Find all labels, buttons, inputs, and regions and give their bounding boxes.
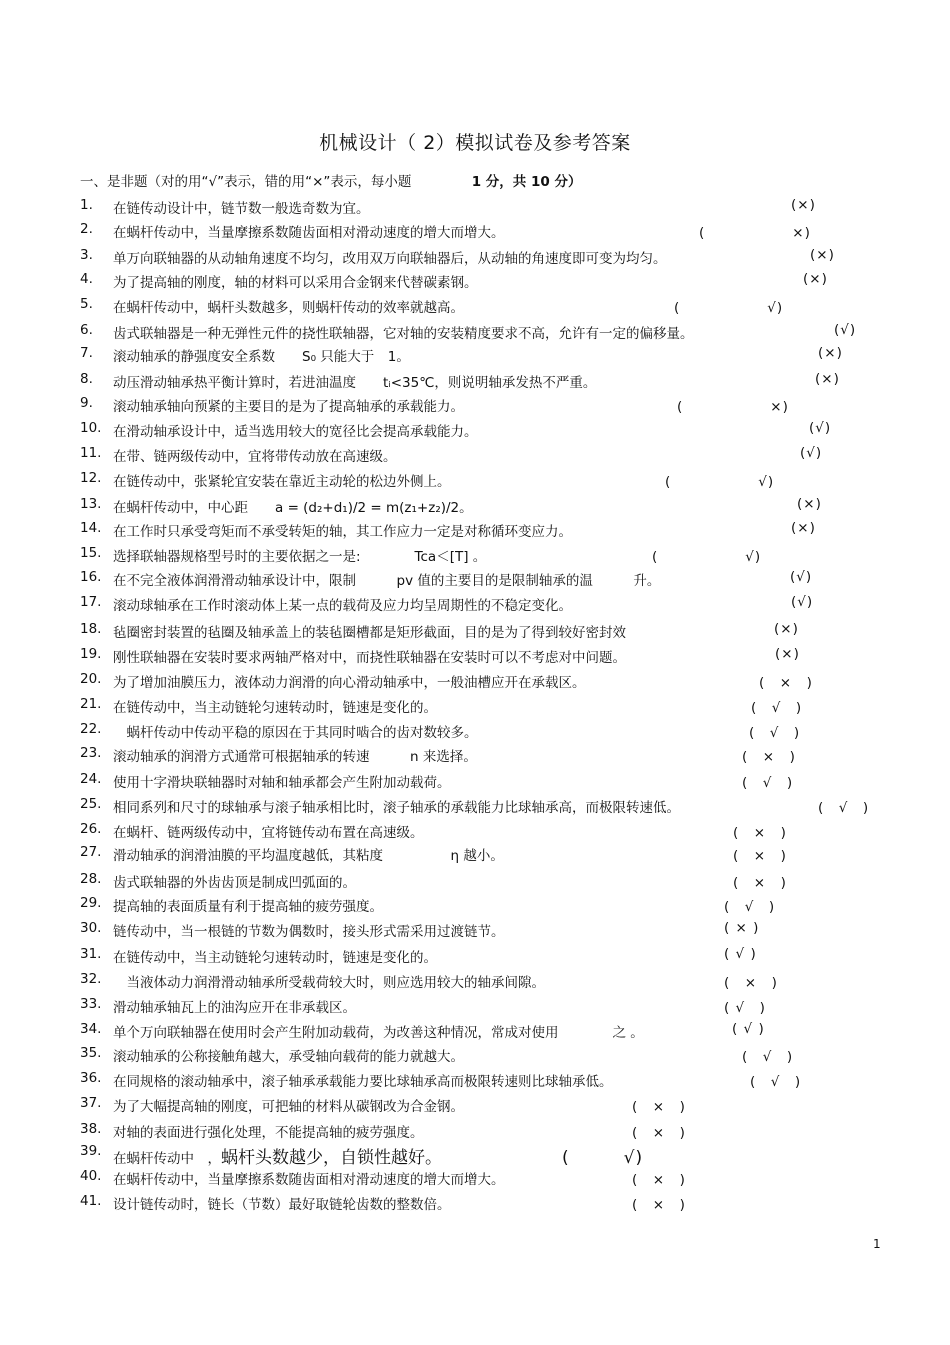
question-text: 刚性联轴器在安装时要求两轴严格对中，而挠性联轴器在安装时可以不考虑对中问题。 [113,650,626,666]
question-number: 13. [80,496,102,512]
question-text: 在蜗杆、链两级传动中，宜将链传动布置在高速级。 [113,825,424,841]
section-score: 1 分，共 10 分） [471,174,582,190]
answer-mark: ( × ) [632,1125,686,1141]
page-number: 1 [873,1237,881,1251]
answer-mark: (×) [774,621,799,637]
answer-mark: ( × ) [724,975,778,991]
question-text: 为了增加油膜压力，液体动力润滑的向心滑动轴承中，一般油槽应开在承载区。 [113,675,586,691]
question-text: 在不完全液体润滑滑动轴承设计中，限制 pv 值的主要目的是限制轴承的温 升。 [113,573,661,589]
answer-mark: ( √) [674,300,784,316]
question-text: 滚动轴承的公称接触角越大，承受轴向载荷的能力就越大。 [113,1049,464,1065]
question-number: 38. [80,1121,102,1137]
answer-mark: (√) [834,322,857,338]
answer-mark: ( × ) [742,749,796,765]
question-text: 滚动轴承轴向预紧的主要目的是为了提高轴承的承载能力。 [113,399,464,415]
question-number: 24. [80,771,102,787]
question-text: 蜗杆传动中传动平稳的原因在于其同时啮合的齿对数较多。 [113,725,478,741]
question-number: 28. [80,871,102,887]
question-text: 设计链传动时，链长（节数）最好取链轮齿数的整数倍。 [113,1197,451,1213]
answer-mark: ( √ ) [751,700,803,716]
question-number: 1. [80,197,93,213]
question-number: 18. [80,621,102,637]
answer-mark: ( × ) [724,920,760,936]
question-text: 滑动轴承的润滑油膜的平均温度越低，其粘度 η 越小。 [113,848,504,864]
answer-mark: ( × ) [733,825,787,841]
question-text: 在链传动中，当主动链轮匀速转动时，链速是变化的。 [113,950,437,966]
question-text: 滚动轴承的润滑方式通常可根据轴承的转速 n 来选择。 [113,749,477,765]
answer-mark: ( √ ) [732,1021,765,1037]
question-number: 6. [80,322,93,338]
question-number: 21. [80,696,102,712]
question-text: 齿式联轴器是一种无弹性元件的挠性联轴器，它对轴的安装精度要求不高，允许有一定的偏移量。 [113,326,694,342]
question-number: 16. [80,569,102,585]
question-text: 为了大幅提高轴的刚度，可把轴的材料从碳钢改为合金钢。 [113,1099,464,1115]
answer-mark: (√) [800,445,823,461]
page-title: 机械设计（ 2）模拟试卷及参考答案 [319,132,631,154]
question-text: 在滑动轴承设计中，适当选用较大的宽径比会提高承载能力。 [113,424,478,440]
answer-mark: ( × ) [632,1197,686,1213]
answer-mark: ( √) [652,549,762,565]
answer-mark: ( √ ) [724,1000,766,1016]
question-text: 在链传动中，当主动链轮匀速转动时，链速是变化的。 [113,700,437,716]
question-number: 9. [80,395,93,411]
question-number: 3. [80,247,93,263]
answer-mark: ( × ) [632,1172,686,1188]
question-text: 动压滑动轴承热平衡计算时，若进油温度 tᵢ<35℃，则说明轴承发热不严重。 [113,375,597,391]
question-number: 19. [80,646,102,662]
answer-mark: ( √) [562,1148,644,1168]
answer-mark: ( √ ) [742,775,794,791]
question-number: 29. [80,895,102,911]
question-number: 34. [80,1021,102,1037]
question-text: 提高轴的表面质量有利于提高轴的疲劳强度。 [113,899,383,915]
question-text: 在蜗杆传动中，当量摩擦系数随齿面相对滑动速度的增大而增大。 [113,225,505,241]
answer-mark: ( √) [665,474,775,490]
question-text: 在带、链两级传动中，宜将带传动放在高速级。 [113,449,397,465]
question-number: 41. [80,1193,102,1209]
answer-mark: ( √ ) [724,946,757,962]
question-text: 单个万向联轴器在使用时会产生附加动载荷，为改善这种情况，常成对使用 之 。 [113,1025,644,1041]
question-text: 在工作时只承受弯矩而不承受转矩的轴，其工作应力一定是对称循环变应力。 [113,524,572,540]
question-text: 齿式联轴器的外齿齿顶是制成凹弧面的。 [113,875,356,891]
answer-mark: (√) [809,420,832,436]
question-text-large: 蜗杆头数越少，自锁性越好。 [221,1148,442,1168]
answer-mark: ( ×) [677,399,789,415]
question-number: 40. [80,1168,102,1184]
question-text: 单万向联轴器的从动轴角速度不均匀，改用双万向联轴器后，从动轴的角速度即可变为均匀。 [113,251,667,267]
question-text: 为了提高轴的刚度，轴的材料可以采用合金钢来代替碳素钢。 [113,275,478,291]
question-number: 10. [80,420,102,436]
answer-mark: (×) [810,247,835,263]
question-number: 11. [80,445,102,461]
question-number: 23. [80,745,102,761]
answer-mark: ( × ) [733,848,787,864]
question-text: 链传动中，当一根链的节数为偶数时，接头形式需采用过渡链节。 [113,924,505,940]
question-number: 32. [80,971,102,987]
question-text-part: 在蜗杆传动中 ， [113,1151,221,1167]
answer-mark: ( √ ) [749,725,801,741]
question-number: 17. [80,594,102,610]
question-number: 5. [80,296,93,312]
section-heading [80,170,581,190]
question-text: 当液体动力润滑滑动轴承所受载荷较大时，则应选用较大的轴承间隙。 [113,975,545,991]
question-text: 选择联轴器规格型号时的主要依据之一是: Tca＜[T] 。 [113,549,487,565]
answer-mark: (√) [791,594,814,610]
question-text: 滚动球轴承在工作时滚动体上某一点的载荷及应力均呈周期性的不稳定变化。 [113,598,572,614]
answer-mark: (×) [775,646,800,662]
question-number: 26. [80,821,102,837]
question-number: 39. [80,1143,102,1159]
question-number: 20. [80,671,102,687]
question-text: 在链传动中，张紧轮宜安装在靠近主动轮的松边外侧上。 [113,474,451,490]
question-text: 在蜗杆传动中，当量摩擦系数随齿面相对滑动速度的增大而增大。 [113,1172,505,1188]
answer-mark: ( ×) [699,225,811,241]
answer-mark: ( × ) [632,1099,686,1115]
section-heading-prefix: 一、是非题（对的用“√”表示，错的用“×”表示，每小题 [80,174,412,190]
question-number: 8. [80,371,93,387]
question-text: 在链传动设计中，链节数一般选奇数为宜。 [113,201,370,217]
question-number: 7. [80,345,93,361]
question-number: 4. [80,271,93,287]
question-text: 在同规格的滚动轴承中，滚子轴承承载能力要比球轴承高而极限转速则比球轴承低。 [113,1074,613,1090]
question-number: 33. [80,996,102,1012]
question-text: 毡圈密封装置的毡圈及轴承盖上的装毡圈槽都是矩形截面，目的是为了得到较好密封效 [113,625,626,641]
question-number: 30. [80,920,102,936]
question-text: 滑动轴承轴瓦上的油沟应开在非承载区。 [113,1000,356,1016]
answer-mark: ( × ) [733,875,787,891]
question-text: 相同系列和尺寸的球轴承与滚子轴承相比时，滚子轴承的承载能力比球轴承高，而极限转速低。 [113,800,680,816]
question-number: 22. [80,721,102,737]
answer-mark: ( √ ) [818,800,870,816]
question-number: 36. [80,1070,102,1086]
answer-mark: (×) [791,520,816,536]
question-number: 35. [80,1045,102,1061]
answer-mark: ( √ ) [742,1049,794,1065]
answer-mark: (×) [818,345,843,361]
question-text [113,1143,442,1168]
answer-mark: (×) [791,197,816,213]
question-number: 25. [80,796,102,812]
answer-mark: (√) [790,569,813,585]
question-number: 27. [80,844,102,860]
answer-mark: (×) [797,496,822,512]
question-number: 12. [80,470,102,486]
question-number: 14. [80,520,102,536]
answer-mark: ( × ) [759,675,813,691]
question-number: 31. [80,946,102,962]
question-number: 37. [80,1095,102,1111]
question-text: 在蜗杆传动中，中心距 a = (d₂+d₁)/2 = m(z₁+z₂)/2。 [113,500,473,516]
question-text: 使用十字滑块联轴器时对轴和轴承都会产生附加动载荷。 [113,775,451,791]
question-text: 滚动轴承的静强度安全系数 S₀ 只能大于 1。 [113,349,410,365]
question-number: 15. [80,545,102,561]
answer-mark: ( √ ) [724,899,776,915]
question-text: 对轴的表面进行强化处理，不能提高轴的疲劳强度。 [113,1125,424,1141]
answer-mark: (×) [803,271,828,287]
answer-mark: (×) [815,371,840,387]
answer-mark: ( √ ) [750,1074,802,1090]
question-number: 2. [80,221,93,237]
question-text: 在蜗杆传动中，蜗杆头数越多，则蜗杆传动的效率就越高。 [113,300,464,316]
